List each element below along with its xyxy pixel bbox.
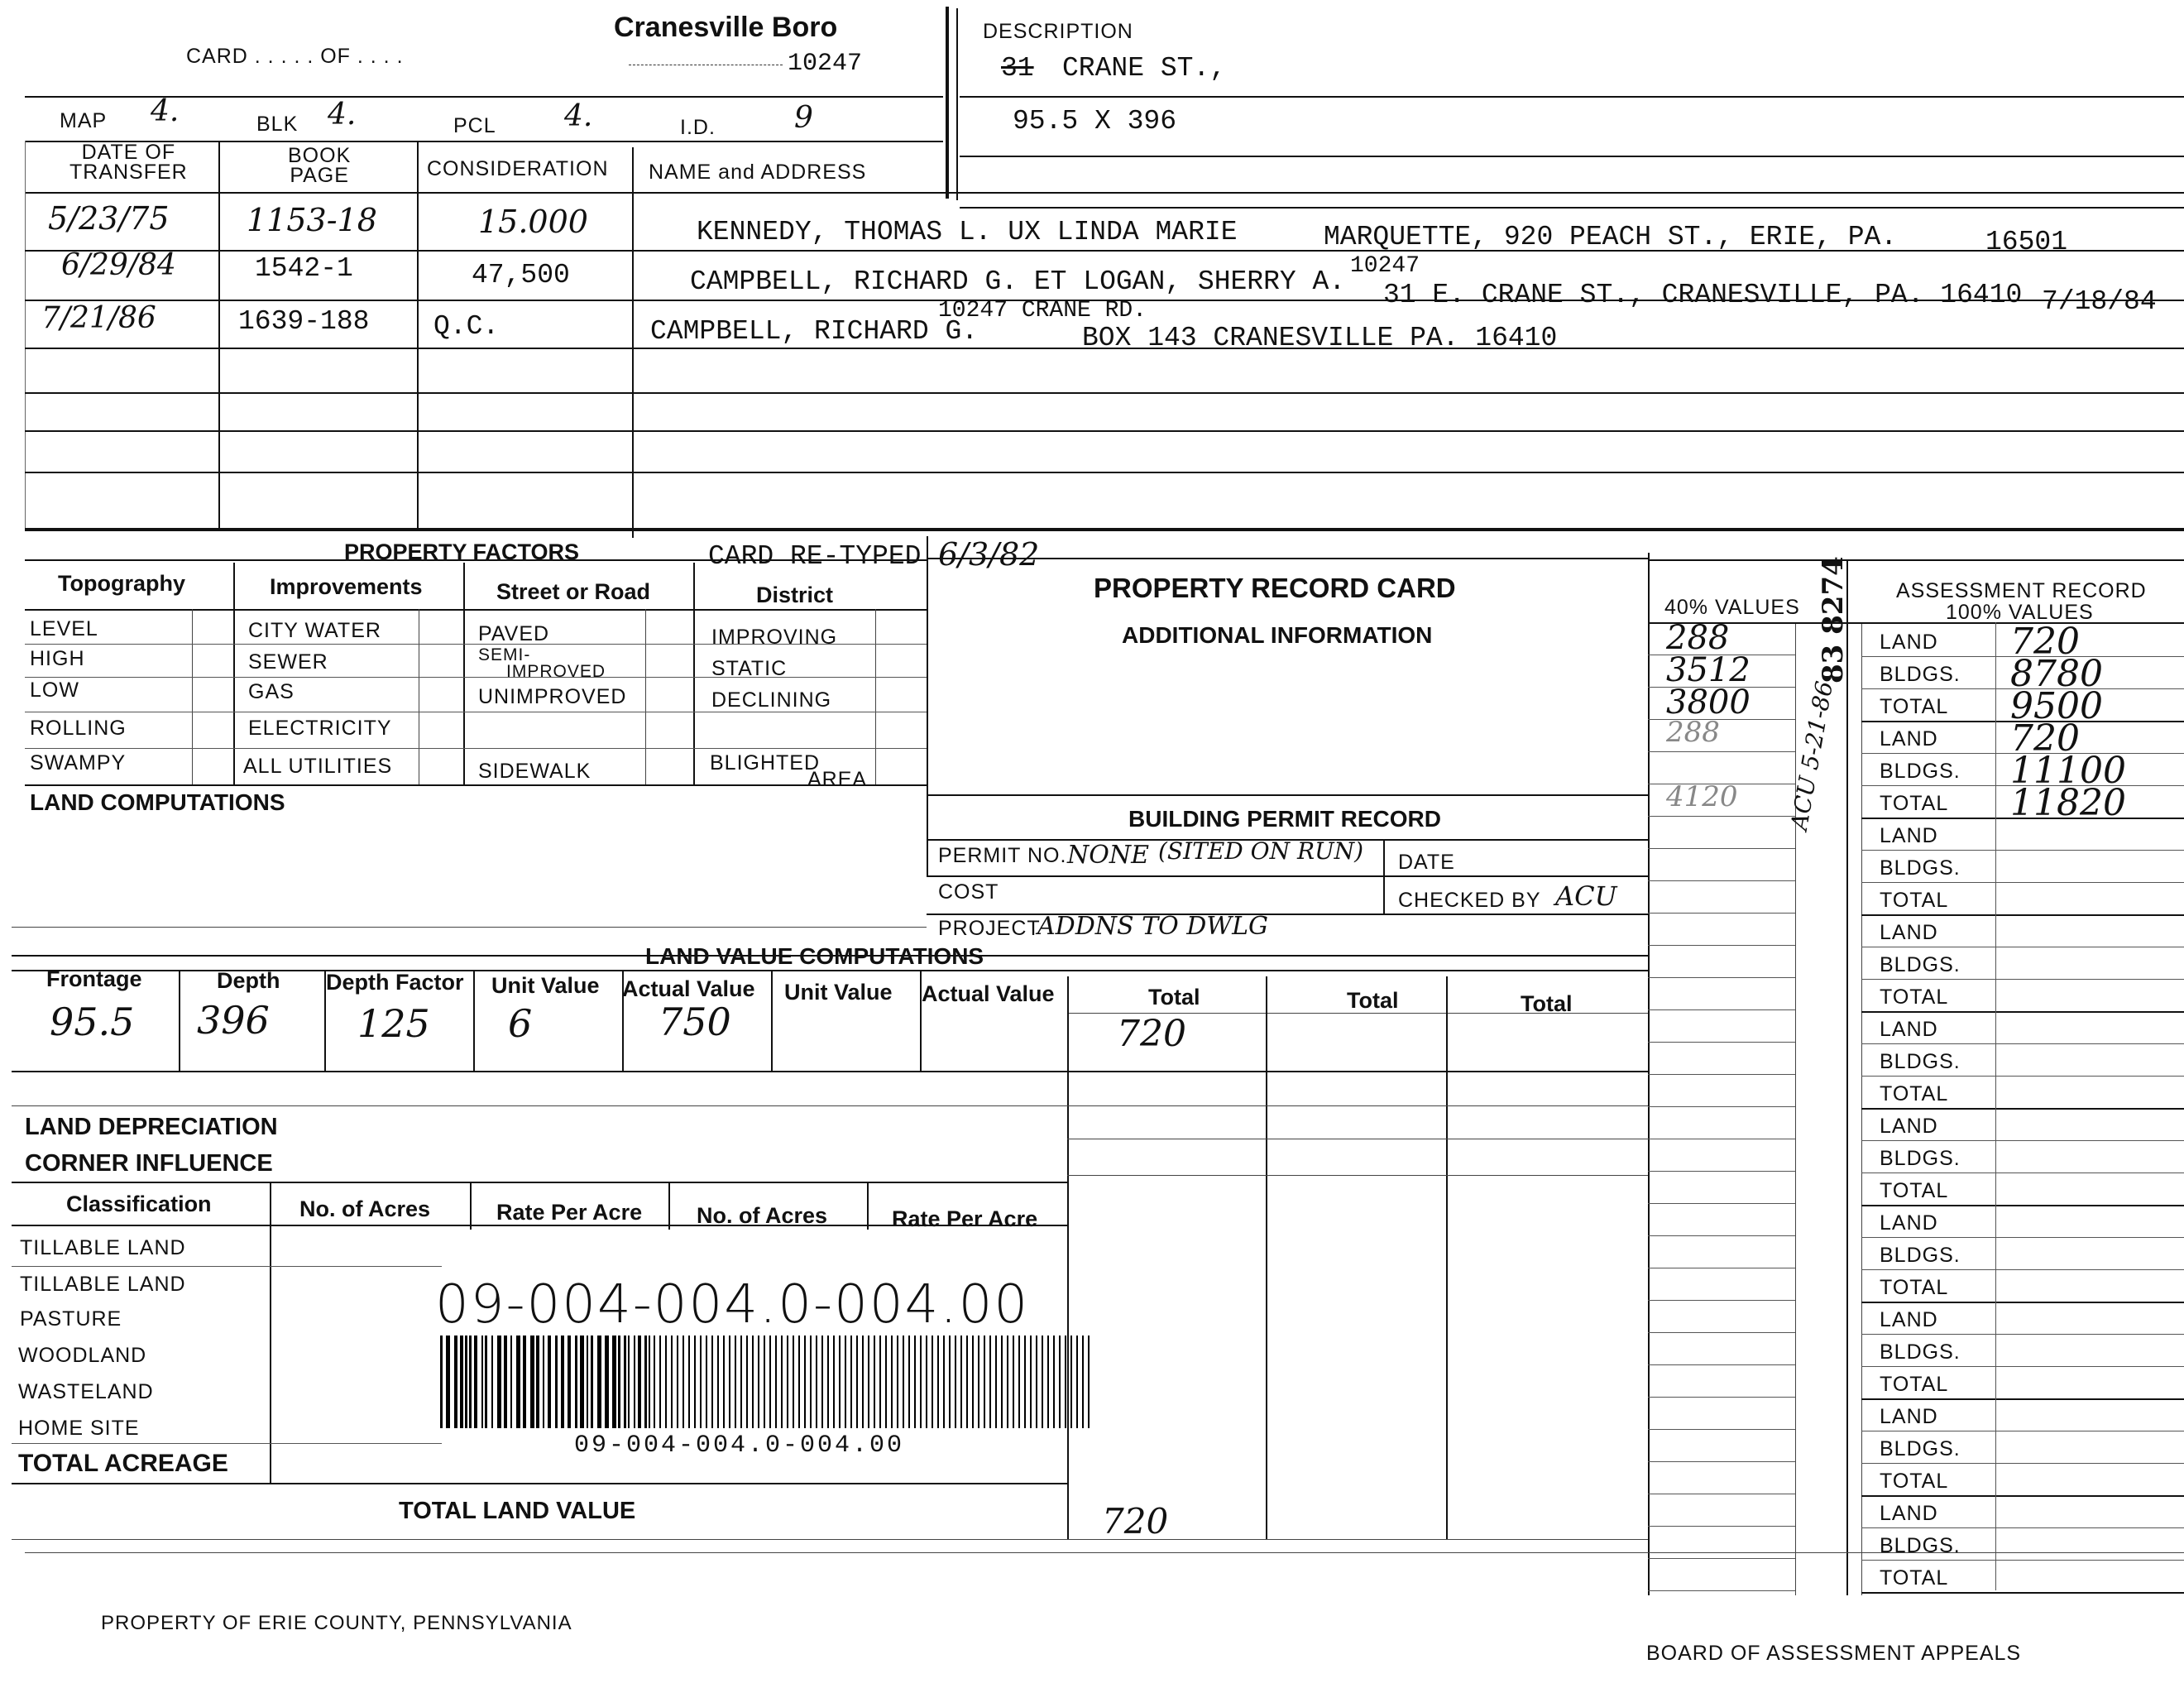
barcode-bar <box>1024 1336 1026 1428</box>
consideration: 15.000 <box>478 204 588 240</box>
barcode-bar <box>671 1336 673 1428</box>
assessment-row-label: TOTAL <box>1880 1373 1949 1396</box>
assessment-row-label: TOTAL <box>1880 1566 1949 1590</box>
additional-information-label: ADDITIONAL INFORMATION <box>1122 622 1433 648</box>
barcode-bar <box>706 1336 707 1428</box>
book-page-header: BOOK PAGE <box>288 144 352 187</box>
barcode-bar <box>787 1336 788 1428</box>
total-acreage-label: TOTAL ACREAGE <box>18 1450 228 1477</box>
barcode-bar <box>654 1336 655 1428</box>
depth-value: 396 <box>197 998 270 1043</box>
barcode-bar <box>874 1336 875 1428</box>
barcode-bar <box>591 1336 593 1428</box>
barcode-bar <box>580 1336 584 1428</box>
barcode-bar <box>597 1336 601 1428</box>
barcode-bar <box>504 1336 507 1428</box>
barcode-bar <box>628 1336 630 1428</box>
card-of-label: CARD . . . . . OF . . . . <box>186 45 404 68</box>
barcode-bar <box>746 1336 748 1428</box>
description-street: CRANE ST., <box>1062 53 1227 84</box>
barcode-bar <box>568 1336 571 1428</box>
assessment-row-value: 11100 <box>2010 750 2126 792</box>
barcode-bar <box>682 1336 684 1428</box>
assessment-header-1: ASSESSMENT RECORD <box>1896 579 2147 602</box>
assessment-row-label: LAND <box>1880 921 1938 944</box>
assessment-row-value: 8780 <box>2010 653 2103 695</box>
barcode-bar <box>903 1336 904 1428</box>
barcode-bar <box>1047 1336 1049 1428</box>
owner-address-note: 10247 CRANE RD. <box>938 298 1147 324</box>
land-value-computations-title: LAND VALUE COMPUTATIONS <box>645 943 984 969</box>
footer-owner: PROPERTY OF ERIE COUNTY, PENNSYLVANIA <box>101 1612 572 1634</box>
topo-low: LOW <box>30 679 79 702</box>
topo-rolling: ROLLING <box>30 717 127 740</box>
assessment-row-label: LAND <box>1880 1405 1938 1428</box>
assessment-row-label: BLDGS. <box>1880 663 1961 686</box>
assessment-row-label: BLDGS. <box>1880 953 1961 976</box>
barcode-bar <box>891 1336 893 1428</box>
book-page: 1153-18 <box>247 202 377 238</box>
owner-address: BOX 143 CRANESVILLE PA. 16410 <box>1082 323 1558 353</box>
property-record-card-title: PROPERTY RECORD CARD <box>1094 573 1456 603</box>
control-number: 10247 <box>788 50 863 78</box>
barcode-bar <box>775 1336 777 1428</box>
assessment-row-value: 720 <box>2010 621 2080 663</box>
blk-value: 4. <box>328 98 357 132</box>
street-semi: SEMI- <box>478 645 531 664</box>
barcode-bar <box>605 1336 609 1428</box>
map-label: MAP <box>60 109 108 132</box>
street-sidewalk: SIDEWALK <box>478 760 592 783</box>
barcode-bar <box>827 1336 829 1428</box>
parcel-barcode-text: 09-004-004.0-004.00 <box>574 1431 905 1460</box>
barcode-bar <box>943 1336 945 1428</box>
actual-value: 750 <box>659 1000 731 1044</box>
barcode-bar <box>516 1336 520 1428</box>
transfer-date-header: DATE OF TRANSFER <box>69 141 188 184</box>
barcode-bar <box>845 1336 846 1428</box>
district-improving: IMPROVING <box>711 626 838 649</box>
barcode-bar <box>1042 1336 1043 1428</box>
value40-entry: 288 <box>1666 619 1730 657</box>
barcode-bar <box>460 1336 463 1428</box>
topography-header: Topography <box>58 571 185 596</box>
total-header-1: Total <box>1148 985 1200 1009</box>
barcode-bar <box>995 1336 997 1428</box>
description-struck-number: 31 <box>1001 53 1034 84</box>
municipality-title: Cranesville Boro <box>614 12 838 43</box>
margin-note: 83 8274 <box>1817 556 1850 683</box>
transfer-date: 6/29/84 <box>61 248 176 282</box>
barcode-bar <box>1036 1336 1037 1428</box>
property-factors-title: PROPERTY FACTORS <box>344 539 580 564</box>
barcode-bar <box>454 1336 457 1428</box>
assessment-row-label: BLDGS. <box>1880 1244 1961 1267</box>
impr-gas: GAS <box>248 680 295 703</box>
barcode-bar <box>465 1336 467 1428</box>
margin-note-2: ACU 5-21-86 <box>1785 679 1839 832</box>
assessment-row-label: TOTAL <box>1880 1276 1949 1299</box>
id-label: I.D. <box>680 116 716 139</box>
street-road-header: Street or Road <box>496 579 651 604</box>
frontage-value: 95.5 <box>50 1000 135 1044</box>
barcode-bar <box>530 1336 534 1428</box>
assessment-row-label: BLDGS. <box>1880 1050 1961 1073</box>
assessment-row-label: LAND <box>1880 1018 1938 1041</box>
barcode-bar <box>920 1336 922 1428</box>
owner-address-note: 10247 <box>1350 253 1420 279</box>
barcode-bar <box>1070 1336 1072 1428</box>
assessment-row-label: TOTAL <box>1880 792 1949 815</box>
barcode-bar <box>897 1336 898 1428</box>
barcode-bar <box>908 1336 910 1428</box>
barcode-bar <box>688 1336 690 1428</box>
recorded-date: 7/18/84 <box>2042 286 2157 317</box>
barcode-bar <box>1082 1336 1084 1428</box>
barcode-bar <box>850 1336 852 1428</box>
barcode-bar <box>868 1336 869 1428</box>
class-pasture: PASTURE <box>20 1307 122 1331</box>
barcode-bar <box>618 1336 620 1428</box>
class-woodland: WOODLAND <box>18 1344 147 1367</box>
barcode-bar <box>764 1336 765 1428</box>
barcode-bar <box>1053 1336 1055 1428</box>
value40-entry: 3800 <box>1666 683 1751 722</box>
permit-no-value: NONE <box>1067 841 1149 870</box>
barcode-bar <box>937 1336 939 1428</box>
impr-all-utilities: ALL UTILITIES <box>243 755 393 778</box>
impr-electricity: ELECTRICITY <box>248 717 392 740</box>
barcode-bar <box>856 1336 858 1428</box>
barcode-bar <box>634 1336 635 1428</box>
depth-factor-header: Depth Factor <box>326 970 464 995</box>
project-value: ADDNS TO DWLG <box>1037 912 1269 941</box>
assessment-row-label: BLDGS. <box>1880 856 1961 880</box>
assessment-row-value: 720 <box>2010 717 2080 760</box>
barcode-bar <box>769 1336 771 1428</box>
barcode-bar <box>575 1336 577 1428</box>
topo-swampy: SWAMPY <box>30 751 127 774</box>
land-computations-label: LAND COMPUTATIONS <box>30 789 285 815</box>
barcode-bar <box>485 1336 487 1428</box>
owner-name: CAMPBELL, RICHARD G. ET LOGAN, SHERRY A. <box>690 266 1346 297</box>
barcode-bar <box>926 1336 927 1428</box>
barcode-bar <box>821 1336 823 1428</box>
checked-by-label: CHECKED BY <box>1398 889 1541 912</box>
barcode-bar <box>624 1336 626 1428</box>
unit-value-header: Unit Value <box>491 973 600 998</box>
total-header-2: Total <box>1347 988 1399 1013</box>
barcode-bar <box>740 1336 742 1428</box>
assessment-row-label: LAND <box>1880 824 1938 847</box>
assessment-row-label: TOTAL <box>1880 1179 1949 1202</box>
unit-value: 6 <box>508 1001 533 1046</box>
barcode-bar <box>491 1336 493 1428</box>
barcode-bar <box>510 1336 512 1428</box>
book-page: 1639-188 <box>238 306 370 337</box>
barcode-bar <box>960 1336 962 1428</box>
total-land-value: 720 <box>1102 1501 1169 1542</box>
class-home-site: HOME SITE <box>18 1417 140 1440</box>
land-depreciation-label: LAND DEPRECIATION <box>25 1114 278 1140</box>
rate-header-2: Rate Per Acre <box>892 1206 1038 1231</box>
project-label: PROJECT <box>938 917 1041 940</box>
improvements-header: Improvements <box>270 574 423 599</box>
permit-date-label: DATE <box>1398 851 1455 874</box>
barcode-bar <box>1030 1336 1032 1428</box>
owner-zip: 16501 <box>1985 227 2068 257</box>
corner-influence-label: CORNER INFLUENCE <box>25 1150 273 1177</box>
depth-header: Depth <box>217 968 280 993</box>
barcode-bar <box>885 1336 887 1428</box>
card-retyped-label: CARD RE-TYPED <box>708 541 922 572</box>
barcode-bar <box>440 1336 443 1428</box>
barcode-bar <box>717 1336 719 1428</box>
barcode-bar <box>555 1336 558 1428</box>
barcode-bar <box>561 1336 564 1428</box>
barcode-bar <box>758 1336 759 1428</box>
description-label: DESCRIPTION <box>983 20 1133 43</box>
total-header-3: Total <box>1521 991 1573 1016</box>
assessment-row-label: TOTAL <box>1880 985 1949 1009</box>
map-value: 4. <box>151 94 180 128</box>
district-blighted: BLIGHTED <box>710 751 821 774</box>
assessment-row-value: 11820 <box>2010 782 2126 824</box>
parcel-number-handwritten: 09-004-004.0-004.00 <box>435 1274 1030 1336</box>
barcode-bar <box>536 1336 539 1428</box>
value40-entry: 288 <box>1666 716 1720 749</box>
class-tillable-land: TILLABLE LAND <box>20 1236 186 1259</box>
value40-entry: 4120 <box>1666 780 1738 813</box>
assessment-row-label: BLDGS. <box>1880 760 1961 783</box>
barcode-bar <box>955 1336 956 1428</box>
assessment-row-label: BLDGS. <box>1880 1147 1961 1170</box>
barcode-bar <box>949 1336 951 1428</box>
actual-value-header: Actual Value <box>622 976 755 1001</box>
values40-header: 40% VALUES <box>1664 596 1800 619</box>
barcode-bar <box>543 1336 544 1428</box>
book-page: 1542-1 <box>255 253 353 284</box>
barcode-bar <box>1065 1336 1066 1428</box>
consideration: Q.C. <box>433 311 500 342</box>
transfer-date: 5/23/75 <box>48 200 170 237</box>
barcode-bar <box>694 1336 696 1428</box>
footer-board: BOARD OF ASSESSMENT APPEALS <box>1646 1642 2022 1665</box>
id-value: 9 <box>794 101 813 135</box>
street-paved: PAVED <box>478 622 550 645</box>
assessment-row-value: 9500 <box>2010 685 2103 727</box>
barcode-bar <box>723 1336 725 1428</box>
rate-header: Rate Per Acre <box>496 1200 643 1225</box>
assessment-row-label: TOTAL <box>1880 1470 1949 1493</box>
land-total-value: 720 <box>1117 1013 1186 1055</box>
street-improved: IMPROVED <box>506 662 606 681</box>
acres-header: No. of Acres <box>299 1196 431 1221</box>
barcode-bar <box>649 1336 650 1428</box>
topo-high: HIGH <box>30 647 85 670</box>
owner-name: CAMPBELL, RICHARD G. <box>650 316 979 347</box>
barcode-bar <box>446 1336 450 1428</box>
parcel-barcode <box>440 1336 1094 1428</box>
class-tillable-land: TILLABLE LAND <box>20 1273 186 1296</box>
cost-label: COST <box>938 880 999 904</box>
pcl-label: PCL <box>453 114 496 137</box>
barcode-bar <box>644 1336 647 1428</box>
assessment-row-label: BLDGS. <box>1880 1437 1961 1460</box>
total-land-value-label: TOTAL LAND VALUE <box>399 1498 636 1524</box>
barcode-bar <box>972 1336 974 1428</box>
barcode-bar <box>497 1336 501 1428</box>
barcode-bar <box>612 1336 616 1428</box>
barcode-bar <box>989 1336 991 1428</box>
barcode-bar <box>711 1336 713 1428</box>
barcode-bar <box>1018 1336 1020 1428</box>
barcode-bar <box>793 1336 794 1428</box>
card-retyped-date: 6/3/82 <box>938 536 1040 573</box>
barcode-bar <box>984 1336 985 1428</box>
barcode-bar <box>1059 1336 1061 1428</box>
barcode-bar <box>804 1336 806 1428</box>
class-wasteland: WASTELAND <box>18 1380 154 1403</box>
transfer-date: 7/21/86 <box>41 301 156 335</box>
frontage-header: Frontage <box>46 966 142 991</box>
impr-city-water: CITY WATER <box>248 619 381 642</box>
barcode-bar <box>798 1336 800 1428</box>
value40-entry: 3512 <box>1666 651 1751 689</box>
barcode-bar <box>966 1336 968 1428</box>
barcode-bar <box>862 1336 864 1428</box>
assessment-row-label: TOTAL <box>1880 1082 1949 1105</box>
street-unimproved: UNIMPROVED <box>478 685 627 708</box>
checked-by-value: ACU <box>1555 880 1617 912</box>
barcode-bar <box>638 1336 641 1428</box>
impr-sewer: SEWER <box>248 650 328 674</box>
permit-note: (SITED ON RUN) <box>1158 837 1364 865</box>
owner-address: 31 E. CRANE ST., CRANESVILLE, PA. 16410 <box>1383 280 2023 310</box>
barcode-bar <box>816 1336 817 1428</box>
barcode-bar <box>781 1336 783 1428</box>
blk-label: BLK <box>256 113 299 136</box>
barcode-bar <box>659 1336 661 1428</box>
actual-value-header-2: Actual Value <box>922 981 1055 1006</box>
pcl-value: 4. <box>564 99 593 133</box>
assessment-row-label: LAND <box>1880 1308 1938 1331</box>
assessment-row-label: TOTAL <box>1880 889 1949 912</box>
assessment-row-label: LAND <box>1880 727 1938 750</box>
topo-level: LEVEL <box>30 617 98 640</box>
barcode-bar <box>1007 1336 1008 1428</box>
barcode-bar <box>978 1336 979 1428</box>
barcode-bar <box>587 1336 588 1428</box>
assessment-row-label: BLDGS. <box>1880 1340 1961 1364</box>
barcode-bar <box>833 1336 835 1428</box>
barcode-bar <box>810 1336 812 1428</box>
barcode-bar <box>752 1336 754 1428</box>
classification-header: Classification <box>66 1192 212 1216</box>
assessment-row-label: LAND <box>1880 1502 1938 1525</box>
barcode-bar <box>1076 1336 1078 1428</box>
district-header: District <box>756 583 834 607</box>
name-address-header: NAME and ADDRESS <box>649 161 867 184</box>
district-declining: DECLINING <box>711 688 832 712</box>
barcode-bar <box>839 1336 841 1428</box>
district-static: STATIC <box>711 657 788 680</box>
owner-address: MARQUETTE, 920 PEACH ST., ERIE, PA. <box>1324 222 1898 252</box>
barcode-bar <box>700 1336 702 1428</box>
barcode-bar <box>523 1336 526 1428</box>
consideration: 47,500 <box>472 260 570 290</box>
description-dimensions: 95.5 X 396 <box>1013 106 1177 137</box>
owner-name: KENNEDY, THOMAS L. UX LINDA MARIE <box>697 217 1238 247</box>
barcode-bar <box>548 1336 551 1428</box>
barcode-bar <box>879 1336 881 1428</box>
barcode-bar <box>1088 1336 1090 1428</box>
barcode-bar <box>735 1336 736 1428</box>
assessment-row-label: TOTAL <box>1880 695 1949 718</box>
assessment-row-label: BLDGS. <box>1880 1534 1961 1557</box>
assessment-header-2: 100% VALUES <box>1946 601 2094 624</box>
assessment-row-label: LAND <box>1880 631 1938 654</box>
barcode-bar <box>1013 1336 1014 1428</box>
unit-value-header-2: Unit Value <box>784 980 893 1005</box>
barcode-bar <box>1001 1336 1003 1428</box>
barcode-bar <box>932 1336 933 1428</box>
barcode-bar <box>914 1336 916 1428</box>
barcode-bar <box>481 1336 483 1428</box>
depth-factor-value: 125 <box>357 1001 430 1046</box>
district-area: AREA <box>807 768 868 791</box>
barcode-bar <box>729 1336 730 1428</box>
barcode-bar <box>677 1336 678 1428</box>
assessment-row-label: LAND <box>1880 1211 1938 1235</box>
barcode-bar <box>474 1336 477 1428</box>
permit-no-label: PERMIT NO. <box>938 844 1067 867</box>
barcode-bar <box>665 1336 667 1428</box>
consideration-header: CONSIDERATION <box>427 157 609 180</box>
barcode-bar <box>469 1336 472 1428</box>
acres-header-2: No. of Acres <box>697 1203 828 1228</box>
building-permit-record-title: BUILDING PERMIT RECORD <box>1128 806 1441 832</box>
assessment-row-label: LAND <box>1880 1115 1938 1138</box>
